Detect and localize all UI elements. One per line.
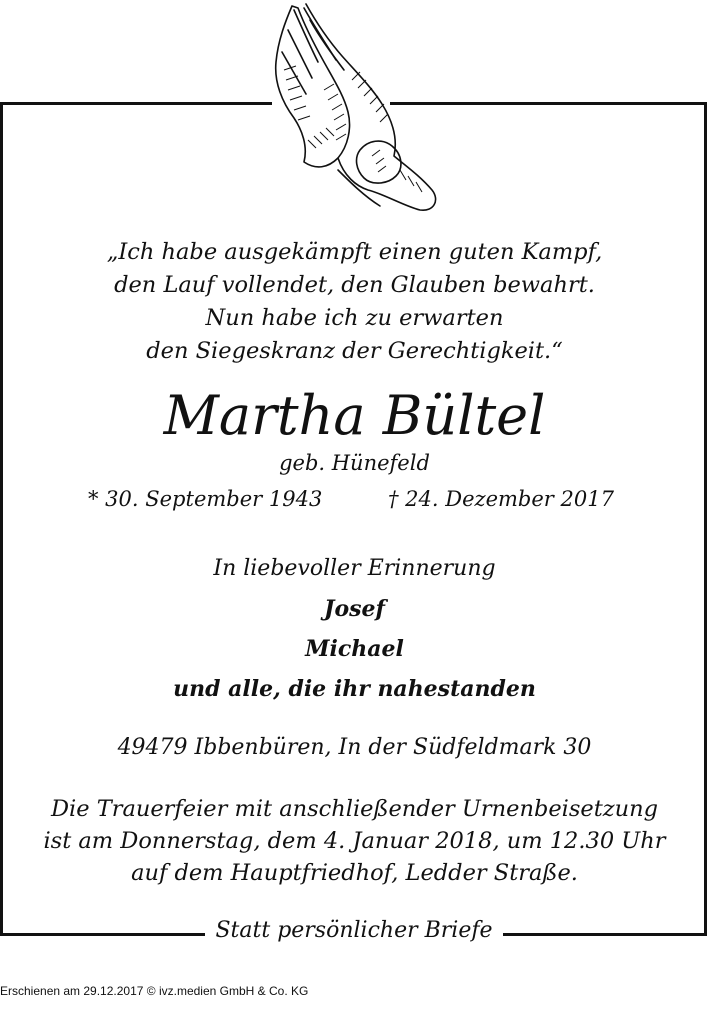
remembrance-intro: In liebevoller Erinnerung — [213, 556, 496, 581]
mourner-name: Michael — [305, 636, 404, 662]
funeral-details — [0, 793, 709, 889]
maiden-name: geb. Hünefeld — [279, 451, 430, 475]
family-address: 49479 Ibbenbüren, In der Südfeldmark 30 — [117, 735, 592, 760]
quote-line: den Lauf vollendet, den Glauben bewahrt. — [114, 272, 595, 298]
quote-line: den Siegeskranz der Gerechtigkeit.“ — [146, 338, 563, 364]
funeral-line: ist am Donnerstag, dem 4. Januar 2018, um 12.30 Uhr — [43, 828, 666, 854]
deceased-name: Martha Bültel — [163, 384, 546, 447]
bible-quote — [0, 236, 709, 368]
funeral-line: Die Trauerfeier mit anschließender Urnenbeisetzung — [50, 796, 659, 822]
praying-hands-icon — [264, 0, 444, 214]
publisher-credit: Erschienen am 29.12.2017 © ivz.medien GmbH & Co. KG — [0, 984, 309, 998]
death-date: † 24. Dezember 2017 — [388, 487, 614, 511]
quote-line: Nun habe ich zu erwarten — [205, 305, 504, 331]
mourner-name: und alle, die ihr nahestanden — [173, 676, 536, 702]
birth-date: * 30. September 1943 — [88, 487, 323, 511]
closing-note: Statt persönlicher Briefe — [215, 918, 493, 943]
quote-line: „Ich habe ausgekämpft einen guten Kampf, — [106, 239, 603, 265]
mourner-name: Josef — [324, 596, 385, 622]
funeral-line: auf dem Hauptfriedhof, Ledder Straße. — [131, 860, 578, 886]
